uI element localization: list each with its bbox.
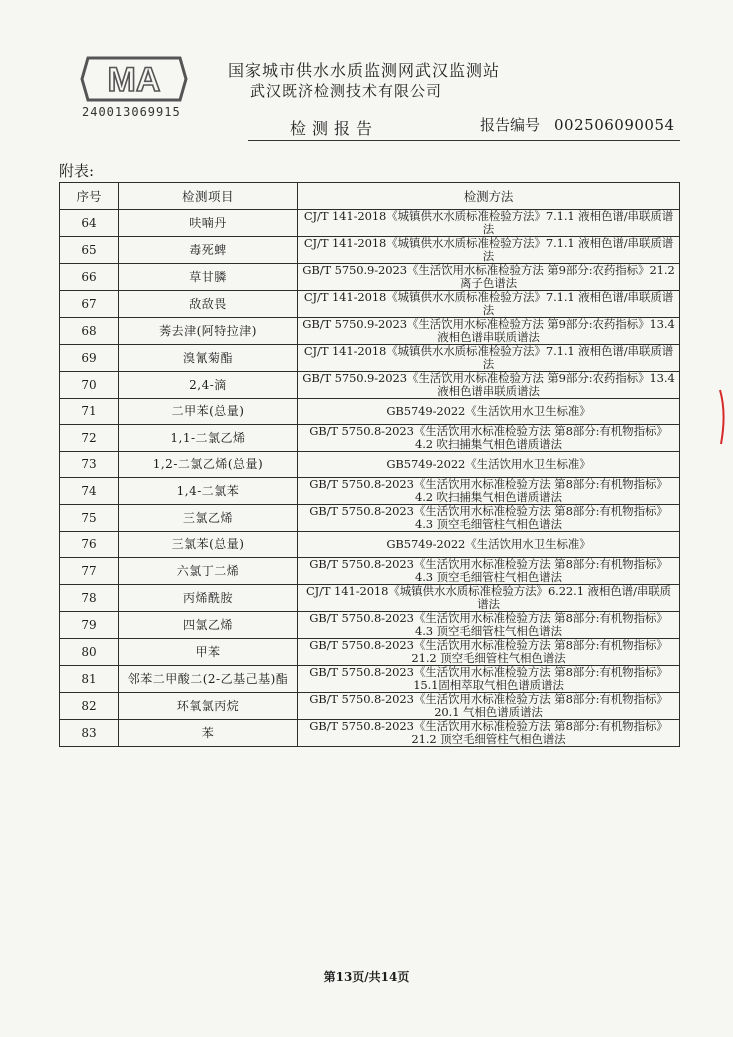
row-item: 二甲苯(总量): [119, 399, 298, 425]
ma-certification-code: 240013069915: [82, 105, 181, 119]
report-number: [480, 114, 675, 135]
row-method: GB/T 5750.8-2023《生活饮用水标准检验方法 第8部分:有机物指标》21.2 顶空毛细管柱气相色谱法: [298, 720, 680, 747]
row-method: GB/T 5750.8-2023《生活饮用水标准检验方法 第8部分:有机物指标》21.2 顶空毛细管柱气相色谱法: [298, 639, 680, 666]
row-no: 67: [60, 291, 119, 318]
header-method: 检测方法: [298, 183, 680, 210]
row-item: 三氯苯(总量): [119, 532, 298, 558]
table-row: [60, 264, 680, 291]
row-no: 69: [60, 345, 119, 372]
row-method: GB5749-2022《生活饮用水卫生标准》: [298, 399, 680, 425]
row-no: 71: [60, 399, 119, 425]
row-no: 74: [60, 478, 119, 505]
row-method: CJ/T 141-2018《城镇供水水质标准检验方法》7.1.1 液相色谱/串联质谱法: [298, 345, 680, 372]
row-no: 66: [60, 264, 119, 291]
table-row: [60, 478, 680, 505]
table-row: [60, 237, 680, 264]
table-row: [60, 612, 680, 639]
table-row: [60, 558, 680, 585]
table-row: [60, 532, 680, 558]
row-method: GB/T 5750.9-2023《生活饮用水标准检验方法 第9部分:农药指标》13.4 液相色谱串联质谱法: [298, 372, 680, 399]
row-no: 80: [60, 639, 119, 666]
row-item: 环氧氯丙烷: [119, 693, 298, 720]
organization-name: 国家城市供水水质监测网武汉监测站: [228, 61, 501, 80]
row-method: GB/T 5750.9-2023《生活饮用水标准检验方法 第9部分:农药指标》13.4 液相色谱串联质谱法: [298, 318, 680, 345]
row-no: 79: [60, 612, 119, 639]
row-method: GB/T 5750.8-2023《生活饮用水标准检验方法 第8部分:有机物指标》 15.1固相萃取气相色谱质谱法: [298, 666, 680, 693]
row-method: CJ/T 141-2018《城镇供水水质标准检验方法》6.22.1 液相色谱/串联质谱法: [298, 585, 680, 612]
table-row: [60, 666, 680, 693]
row-method: GB/T 5750.9-2023《生活饮用水标准检验方法 第9部分:农药指标》21.2 离子色谱法: [298, 264, 680, 291]
row-item: 1,2-二氯乙烯(总量): [119, 452, 298, 478]
header-divider: [248, 140, 680, 141]
report-number-value: 002506090054: [554, 116, 675, 134]
row-no: 70: [60, 372, 119, 399]
table-row: [60, 585, 680, 612]
table-row: [60, 318, 680, 345]
row-no: 77: [60, 558, 119, 585]
row-item: 2,4-滴: [119, 372, 298, 399]
row-method: CJ/T 141-2018《城镇供水水质标准检验方法》7.1.1 液相色谱/串联质谱法: [298, 210, 680, 237]
row-method: CJ/T 141-2018《城镇供水水质标准检验方法》7.1.1 液相色谱/串联质谱法: [298, 291, 680, 318]
page-number: 第13页/共14页: [323, 970, 410, 984]
ma-logo-text: MA: [107, 61, 161, 99]
table-row: [60, 372, 680, 399]
row-no: 75: [60, 505, 119, 532]
row-item: 呋喃丹: [119, 210, 298, 237]
red-pen-mark: [718, 388, 726, 446]
row-no: 73: [60, 452, 119, 478]
row-item: 1,1-二氯乙烯: [119, 425, 298, 452]
row-no: 81: [60, 666, 119, 693]
header-no: 序号: [60, 183, 119, 210]
row-no: 82: [60, 693, 119, 720]
row-no: 78: [60, 585, 119, 612]
row-item: 苯: [119, 720, 298, 747]
row-no: 83: [60, 720, 119, 747]
table-row: [60, 693, 680, 720]
table-row: [60, 720, 680, 747]
header-item: 检测项目: [119, 183, 298, 210]
row-method: GB/T 5750.8-2023《生活饮用水标准检验方法 第8部分:有机物指标》20.1 气相色谱质谱法: [298, 693, 680, 720]
row-method: GB5749-2022《生活饮用水卫生标准》: [298, 452, 680, 478]
row-no: 64: [60, 210, 119, 237]
report-number-label: 报告编号: [480, 116, 541, 134]
row-item: 三氯乙烯: [119, 505, 298, 532]
row-item: 甲苯: [119, 639, 298, 666]
ma-certification-logo: [78, 52, 190, 106]
row-method: GB/T 5750.8-2023《生活饮用水标准检验方法 第8部分:有机物指标》4.2 吹扫捕集气相色谱质谱法: [298, 425, 680, 452]
table-row: [60, 399, 680, 425]
row-method: GB/T 5750.8-2023《生活饮用水标准检验方法 第8部分:有机物指标》4.3 顶空毛细管柱气相色谱法: [298, 612, 680, 639]
row-item: 邻苯二甲酸二(2-乙基己基)酯: [119, 666, 298, 693]
row-method: CJ/T 141-2018《城镇供水水质标准检验方法》7.1.1 液相色谱/串联质谱法: [298, 237, 680, 264]
row-item: 丙烯酰胺: [119, 585, 298, 612]
row-no: 68: [60, 318, 119, 345]
row-no: 72: [60, 425, 119, 452]
table-row: [60, 505, 680, 532]
row-item: 敌敌畏: [119, 291, 298, 318]
document-title: 检测报告: [290, 119, 379, 138]
appendix-label: 附表:: [59, 162, 95, 180]
table-row: [60, 452, 680, 478]
row-item: 四氯乙烯: [119, 612, 298, 639]
table-row: [60, 291, 680, 318]
table-row: [60, 639, 680, 666]
row-method: GB/T 5750.8-2023《生活饮用水标准检验方法 第8部分:有机物指标》4.3 顶空毛细管柱气相色谱法: [298, 558, 680, 585]
table-row: [60, 210, 680, 237]
row-item: 六氯丁二烯: [119, 558, 298, 585]
row-no: 65: [60, 237, 119, 264]
row-item: 莠去津(阿特拉津): [119, 318, 298, 345]
row-no: 76: [60, 532, 119, 558]
test-methods-table: [59, 182, 680, 747]
row-item: 1,4-二氯苯: [119, 478, 298, 505]
row-method: GB5749-2022《生活饮用水卫生标准》: [298, 532, 680, 558]
row-method: GB/T 5750.8-2023《生活饮用水标准检验方法 第8部分:有机物指标》4.2 吹扫捕集气相色谱质谱法: [298, 478, 680, 505]
row-item: 草甘膦: [119, 264, 298, 291]
row-item: 毒死蜱: [119, 237, 298, 264]
table-row: [60, 345, 680, 372]
company-name: 武汉既济检测技术有限公司: [250, 82, 443, 100]
row-item: 溴氰菊酯: [119, 345, 298, 372]
row-method: GB/T 5750.8-2023《生活饮用水标准检验方法 第8部分:有机物指标》4.3 顶空毛细管柱气相色谱法: [298, 505, 680, 532]
table-row: [60, 425, 680, 452]
table-header-row: [60, 183, 680, 210]
